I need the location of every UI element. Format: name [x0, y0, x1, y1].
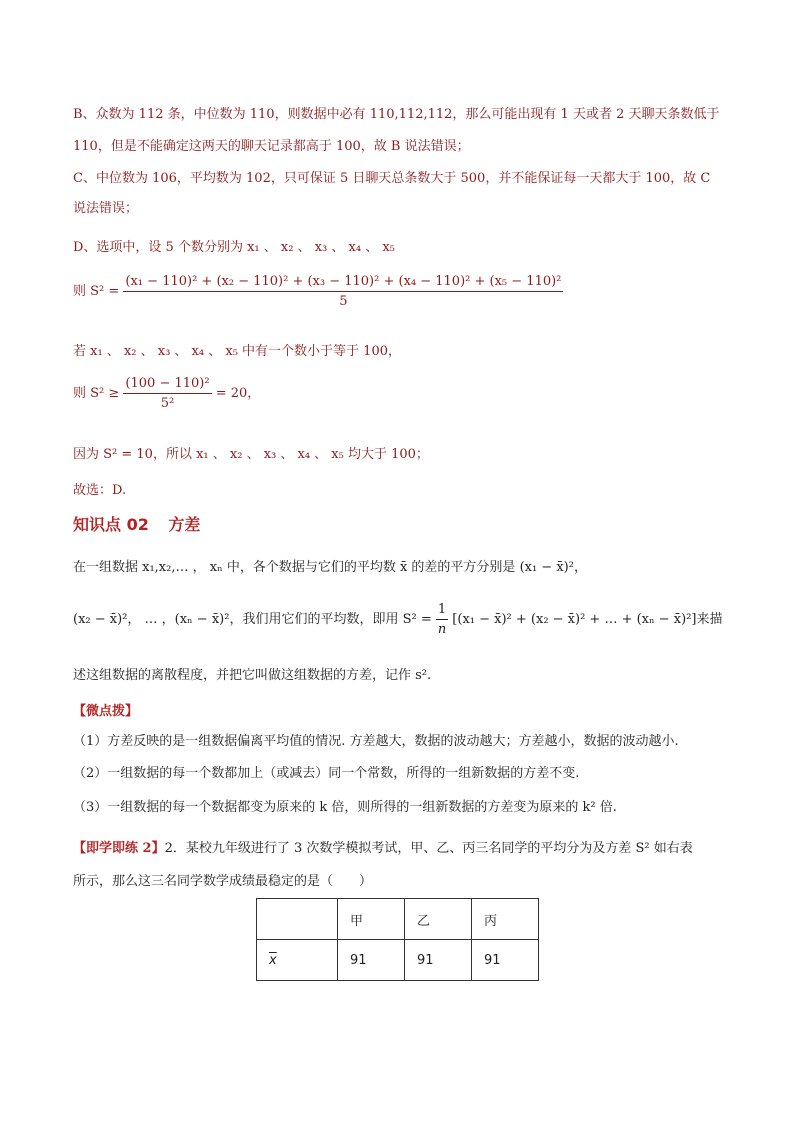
tip-label: 【微点拨】	[73, 704, 139, 719]
solution-c-line-2: 说法错误；	[73, 201, 139, 216]
variance-denominator: 5	[339, 294, 348, 309]
definition-line-2-b: [(x₁ − x̄)² + (x₂ − x̄)² + … + (xₙ − x̄)²]来描	[452, 612, 723, 627]
definition-line-1: 在一组数据 x₁,x₂,… ， xₙ 中，各个数据与它们的平均数 x̄ 的差的平方分别是 (x₁ − x̄)²，	[73, 560, 587, 575]
table-header-cell: 甲	[338, 899, 405, 940]
section-title	[73, 512, 214, 535]
definition-line-2	[73, 602, 723, 637]
table-cell: 91	[338, 940, 405, 981]
variance-formula	[73, 274, 563, 309]
table-row	[257, 940, 539, 981]
variance-fraction	[123, 274, 563, 309]
table-cell: 91	[472, 940, 539, 981]
definition-line-3: 述这组数据的离散程度，并把它叫做这组数据的方差，记作 s².	[73, 668, 432, 683]
table-header-cell: 丙	[472, 899, 539, 940]
variance-formula-prefix: 则 S² =	[73, 284, 120, 299]
scores-table	[256, 898, 539, 981]
table-header-cell	[257, 899, 338, 940]
definition-fraction	[436, 602, 448, 637]
inequality-numerator: (100 − 110)²	[123, 376, 211, 394]
inequality-suffix: = 20，	[215, 386, 261, 401]
table-cell: 91	[405, 940, 472, 981]
definition-fraction-num: 1	[436, 602, 448, 620]
exercise-text-1: 2．某校九年级进行了 3 次数学模拟考试，甲、乙、丙三名同学的平均分为及方差 S² 如右表	[164, 841, 693, 856]
table-header-cell: 乙	[405, 899, 472, 940]
section-name: 方差	[168, 515, 201, 534]
mean-symbol: $\overline{x}$	[269, 952, 277, 968]
exercise-line-1	[73, 837, 693, 856]
inequality-fraction	[123, 376, 211, 411]
exercise-label: 【即学即练 2】	[73, 841, 165, 856]
definition-fraction-den: n	[437, 622, 447, 637]
solution-c-line-1: C、中位数为 106，平均数为 102，只可保证 5 日聊天总条数大于 500，并不能保证每一天都大于 100，故 C	[73, 171, 711, 186]
inequality-formula	[73, 376, 260, 411]
inequality-denominator: 5²	[160, 396, 175, 411]
solution-d-line-1: D、选项中，设 5 个数分别为 x₁ 、 x₂ 、 x₃ 、 x₄ 、 x₅	[73, 240, 395, 255]
definition-line-2-a: (x₂ − x̄)²， … ，(xₙ − x̄)²，我们用它们的平均数，即用 S² =	[73, 612, 432, 627]
tip-point-2: （2）一组数据的每一个数都加上（或减去）同一个常数，所得的一组新数据的方差不变.	[73, 766, 580, 781]
inequality-prefix: 则 S² ≥	[73, 386, 120, 401]
tip-point-1: （1）方差反映的是一组数据偏离平均值的情况. 方差越大，数据的波动越大；方差越小，数据的波动越小.	[73, 734, 679, 749]
tip-point-3: （3）一组数据的每一个数据都变为原来的 k 倍，则所得的一组新数据的方差变为原来的 k² 倍.	[73, 800, 617, 815]
solution-b-line-1: B、众数为 112 条，中位数为 110，则数据中必有 110,112,112，那么可能出现有 1 天或者 2 天聊天条数低于	[73, 107, 720, 122]
exercise-line-2: 所示，那么这三名同学数学成绩最稳定的是（ ）	[73, 874, 373, 889]
section-number: 知识点 02	[73, 515, 149, 534]
solution-b-line-2: 110，但是不能确定这两天的聊天记录都高于 100，故 B 说法错误；	[73, 139, 470, 154]
solution-d-line-3: 若 x₁ 、 x₂ 、 x₃ 、 x₄ 、 x₅ 中有一个数小于等于 100，	[73, 344, 401, 359]
table-header-row	[257, 899, 539, 940]
table-row-label	[257, 940, 338, 981]
solution-answer: 故选：D.	[73, 483, 127, 498]
solution-d-line-5: 因为 S² = 10，所以 x₁ 、 x₂ 、 x₃ 、 x₄ 、 x₅ 均大于 100；	[73, 447, 429, 462]
variance-numerator: (x₁ − 110)² + (x₂ − 110)² + (x₃ − 110)² + (x₄ − 110)² + (x₅ − 110)²	[123, 274, 563, 292]
